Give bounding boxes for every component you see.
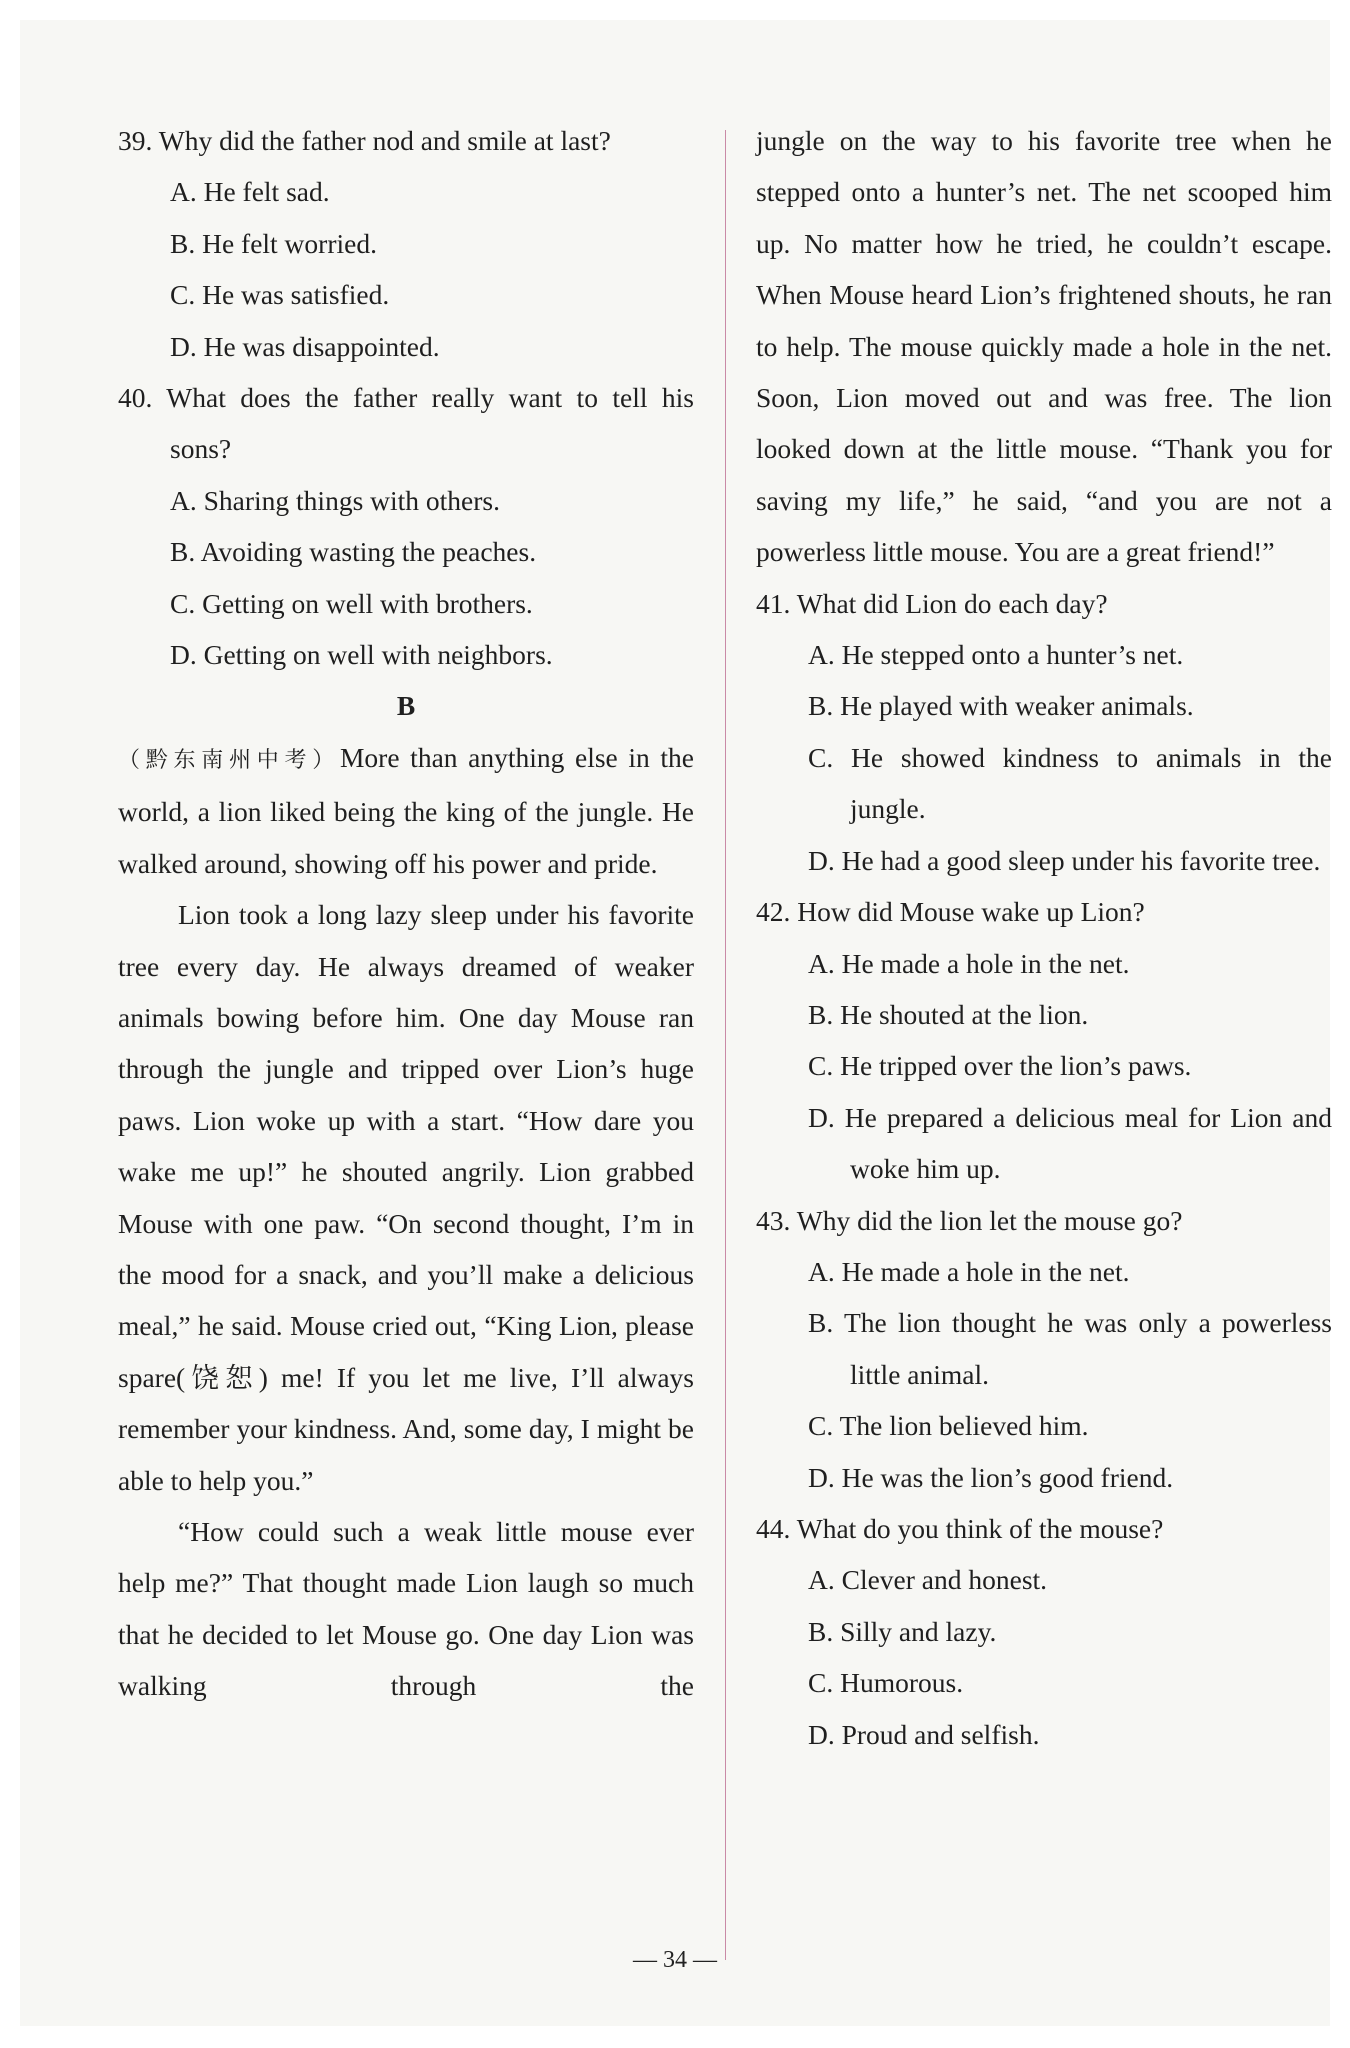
question-41-option-b: B. He played with weaker animals. bbox=[808, 690, 1194, 722]
page-number: — 34 — bbox=[633, 1947, 717, 1973]
question-42-option-b: B. He shouted at the lion. bbox=[808, 998, 1089, 1030]
question-39-option-b: B. He felt worried. bbox=[170, 227, 377, 259]
question-40-option-a: A. Sharing things with others. bbox=[170, 484, 500, 516]
question-40: 40. What does the father really want to tell his sons? bbox=[118, 382, 694, 465]
question-41-option-d: D. He had a good sleep under his favorite tree. bbox=[808, 844, 1321, 876]
question-41: 41. What did Lion do each day? bbox=[756, 587, 1108, 619]
question-44-option-d: D. Proud and selfish. bbox=[808, 1718, 1040, 1750]
question-42-option-d: D. He prepared a delicious meal for Lion and woke him up. bbox=[808, 1101, 1332, 1185]
passage-paragraph-3: “How could such a weak little mouse ever help me?” That thought made Lion laugh so much that he decided to let Mouse go. One day Lion was walking through the bbox=[118, 1515, 694, 1702]
question-43-option-d: D. He was the lion’s good friend. bbox=[808, 1461, 1174, 1493]
question-40-option-d: D. Getting on well with neighbors. bbox=[170, 639, 553, 671]
passage-paragraph-3-continued: jungle on the way to his favorite tree when he stepped onto a hunter’s net. The net scooped him up. No matter how he tried, he couldn’t escape. When Mouse heard Lion’s frightened shouts, he ran to help. The mouse quickly made a hole in the net. Soon, Lion moved out and was free. The lion looked down at the little mouse. “Thank you for saving my life,” he said, “and you are not a powerless little mouse. You are a great friend!” bbox=[756, 125, 1332, 568]
question-42-option-a: A. He made a hole in the net. bbox=[808, 947, 1130, 979]
right-column bbox=[756, 115, 1332, 1760]
question-39-option-d: D. He was disappointed. bbox=[170, 330, 440, 362]
passage-paragraph-1-text: More than anything else in the world, a lion liked being the king of the jungle. He walked around, showing off his power and pride. bbox=[118, 741, 694, 879]
question-44-option-b: B. Silly and lazy. bbox=[808, 1615, 997, 1647]
question-43-option-a: A. He made a hole in the net. bbox=[808, 1255, 1130, 1287]
question-41-option-a: A. He stepped onto a hunter’s net. bbox=[808, 639, 1184, 671]
question-41-option-c: C. He showed kindness to animals in the jungle. bbox=[808, 741, 1332, 825]
section-heading: B bbox=[396, 690, 416, 722]
question-39: 39. Why did the father nod and smile at last? bbox=[118, 125, 611, 156]
question-43-option-b: B. The lion thought he was only a powerless little animal. bbox=[808, 1307, 1332, 1390]
question-40-option-c: C. Getting on well with brothers. bbox=[170, 587, 533, 619]
question-39-option-c: C. He was satisfied. bbox=[170, 279, 390, 311]
question-42: 42. How did Mouse wake up Lion? bbox=[756, 896, 1145, 928]
left-column bbox=[118, 115, 694, 1712]
question-44: 44. What do you think of the mouse? bbox=[756, 1512, 1164, 1544]
passage-source: （黔东南州中考） bbox=[118, 747, 340, 773]
question-42-option-c: C. He tripped over the lion’s paws. bbox=[808, 1050, 1192, 1082]
question-40-option-b: B. Avoiding wasting the peaches. bbox=[170, 536, 537, 568]
question-43: 43. Why did the lion let the mouse go? bbox=[756, 1204, 1183, 1236]
page bbox=[20, 20, 1330, 2026]
passage-paragraph-1 bbox=[118, 732, 694, 889]
question-43-option-c: C. The lion believed him. bbox=[808, 1410, 1089, 1442]
column-divider bbox=[725, 130, 726, 1960]
question-44-option-c: C. Humorous. bbox=[808, 1667, 964, 1699]
question-39-option-a: A. He felt sad. bbox=[170, 176, 330, 208]
passage-paragraph-2: Lion took a long lazy sleep under his favorite tree every day. He always dreamed of weaker animals bowing before him. One day Mouse ran through the jungle and tripped over Lion’s huge paws. Lion woke up with a start. “How dare you wake me up!” he shouted angrily. Lion grabbed Mouse with one paw. “On second thought, I’m in the mood for a snack, and you’ll make a delicious meal,” he said. Mouse cried out, “King Lion, please spare(饶恕) me! If you let me live, I’ll always remember your kindness. And, some day, I might be able to help you.” bbox=[118, 899, 694, 1496]
question-44-option-a: A. Clever and honest. bbox=[808, 1564, 1048, 1596]
